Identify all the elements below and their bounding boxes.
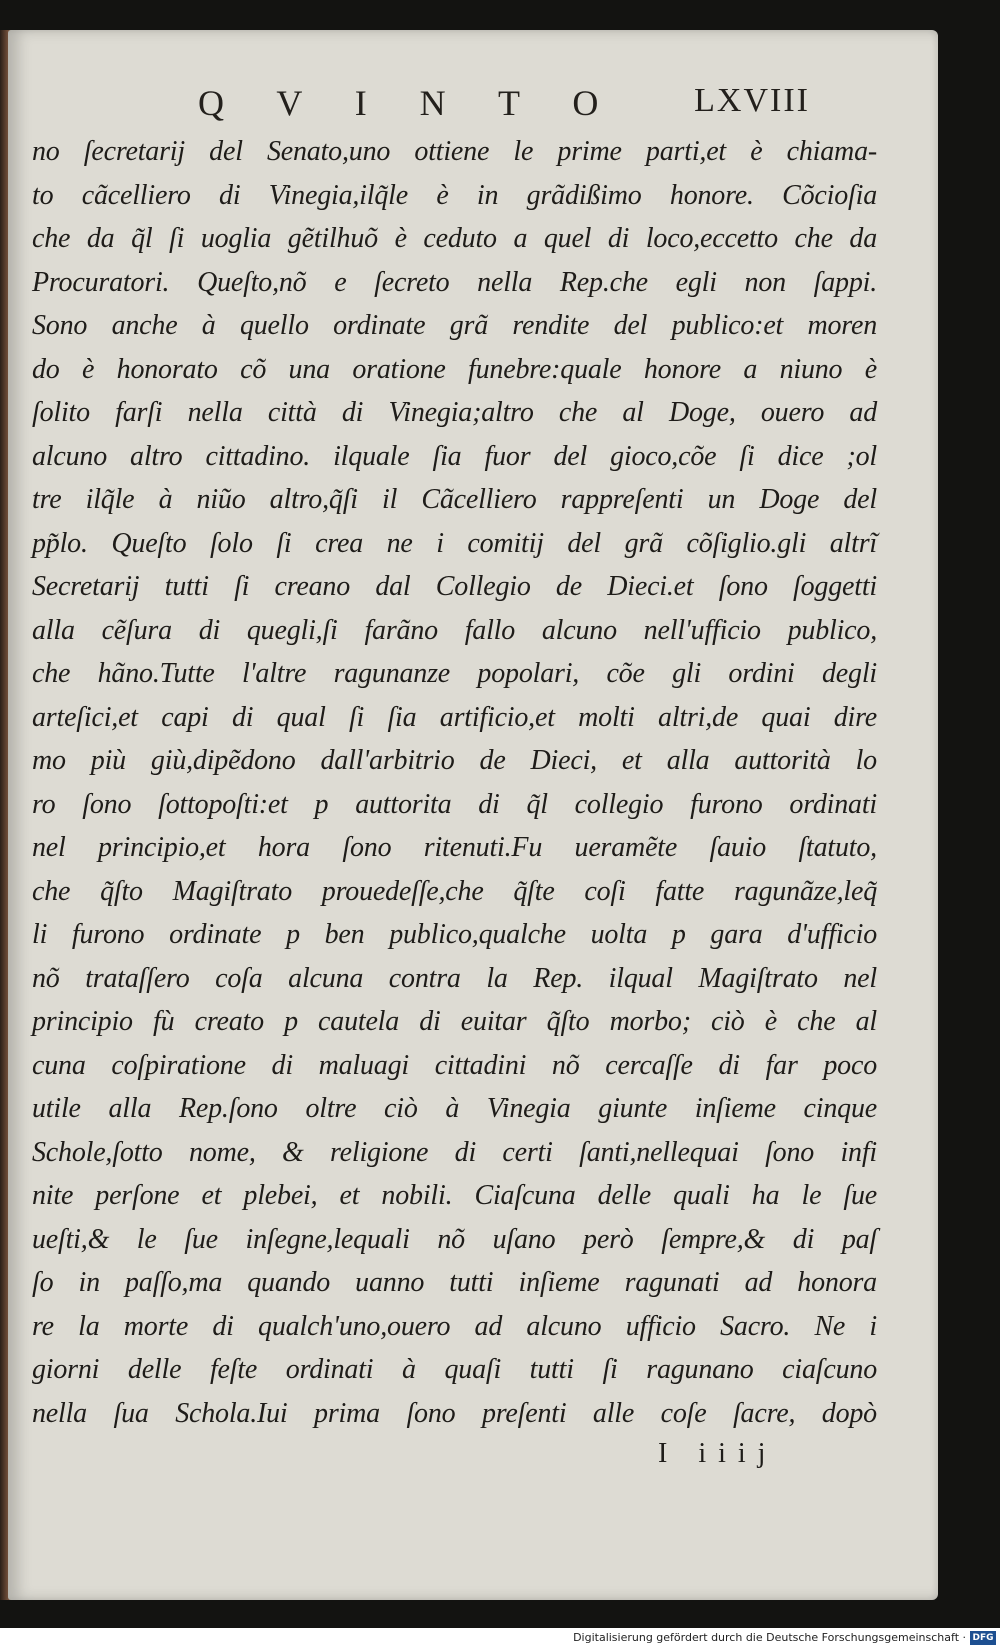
dfg-logo: DFG [970, 1631, 996, 1645]
text-line: utile alla Rep.ſono oltre ciò à Vinegia giunte inſieme cinque [32, 1093, 877, 1124]
text-line: mo più giù,dipẽdono dall'arbitrio de Dieci, et alla auttorità lo [32, 745, 877, 776]
text-line: Schole,ſotto nome, & religione di certi ſanti,nellequai ſono infi [32, 1136, 877, 1168]
digitization-footer [0, 1628, 1000, 1650]
text-line: do è honorato cõ una oratione funebre:quale honore a niuno è [32, 353, 877, 385]
text-line: che da q̃l ſi uoglia gẽtilhuõ è ceduto a quel di loco,eccetto che da [32, 223, 877, 254]
text-line: principio fù creato p cautela di euitar q̃ſto morbo; ciò è che al [32, 1006, 877, 1037]
text-line: ueſti,& le ſue inſegne,lequali nõ uſano però ſempre,& di paſ [32, 1223, 877, 1255]
text-line: ro ſono ſottopoſti:et p auttorita di q̃l collegio furono ordinati [32, 788, 877, 820]
folio-number: LXVIII [694, 82, 810, 119]
text-line: che q̃ſto Magiſtrato prouedeſſe,che q̃ſte coſi fatte ragunãze,leq̃ [32, 875, 877, 907]
text-line: Sono anche à quello ordinate grã rendite del publico:et moren [32, 310, 877, 341]
text-line: Procuratori. Queſto,nõ e ſecreto nella Rep.che egli non ſappi. [32, 266, 877, 298]
text-line: nella ſua Schola.Iui prima ſono preſenti alle coſe ſacre, dopò [32, 1397, 877, 1429]
book-page [8, 30, 938, 1600]
text-line: ſo in paſſo,ma quando uanno tutti inſieme ragunati ad honora [32, 1267, 877, 1298]
text-line: alcuno altro cittadino. ilquale ſia fuor del gioco,cõe ſi dice ;ol [32, 440, 877, 472]
text-line: nite perſone et plebei, et nobili. Ciaſcuna delle quali ha le ſue [32, 1180, 877, 1211]
running-head [8, 78, 938, 134]
text-line: arteſici,et capi di qual ſi ſia artificio,et molti altri,de quai dire [32, 701, 877, 733]
text-line: nel principio,et hora ſono ritenuti.Fu ueramẽte ſauio ſtatuto, [32, 832, 877, 863]
text-line: li furono ordinate p ben publico,qualche uolta p gara d'ufficio [32, 919, 877, 950]
text-line: che hãno.Tutte l'altre ragunanze popolari, cõe gli ordini degli [32, 658, 877, 689]
text-line: cuna coſpiratione di maluagi cittadini nõ cercaſſe di far poco [32, 1049, 877, 1081]
body-text [32, 130, 877, 1435]
text-line: giorni delle feſte ordinati à quaſi tutti ſi ragunano ciaſcuno [32, 1354, 877, 1385]
text-line: no ſecretarij del Senato,uno ottiene le prime parti,et è chiama- [32, 136, 877, 167]
text-line: nõ trataſſero coſa alcuna contra la Rep. ilqual Magiſtrato nel [32, 962, 877, 994]
text-line: tre ilq̃le à niũo altro,q̃ſi il Cãcelliero rappreſenti un Doge del [32, 484, 877, 515]
text-line: re la morte di qualch'uno,ouero ad alcuno ufficio Sacro. Ne i [32, 1310, 877, 1342]
text-line: to cãcelliero di Vinegia,ilq̃le è in grãdißimo honore. Cõcioſia [32, 179, 877, 211]
text-line: alla cẽſura di quegli,ſi farãno fallo alcuno nell'ufficio publico, [32, 614, 877, 646]
text-line: ſolito farſi nella città di Vinegia;altro che al Doge, ouero ad [32, 397, 877, 428]
text-line: Secretarij tutti ſi creano dal Collegio de Dieci.et ſono ſoggetti [32, 571, 877, 602]
funding-credit: Digitalisierung gefördert durch die Deutsche Forschungsgemeinschaft · [573, 1631, 966, 1644]
signature-mark: I iiij [658, 1438, 778, 1469]
running-head-title: Q V I N T O [198, 83, 621, 123]
text-line: pp̃lo. Queſto ſolo ſi crea ne i comitij del grã cõſiglio.gli altrĩ [32, 527, 877, 559]
